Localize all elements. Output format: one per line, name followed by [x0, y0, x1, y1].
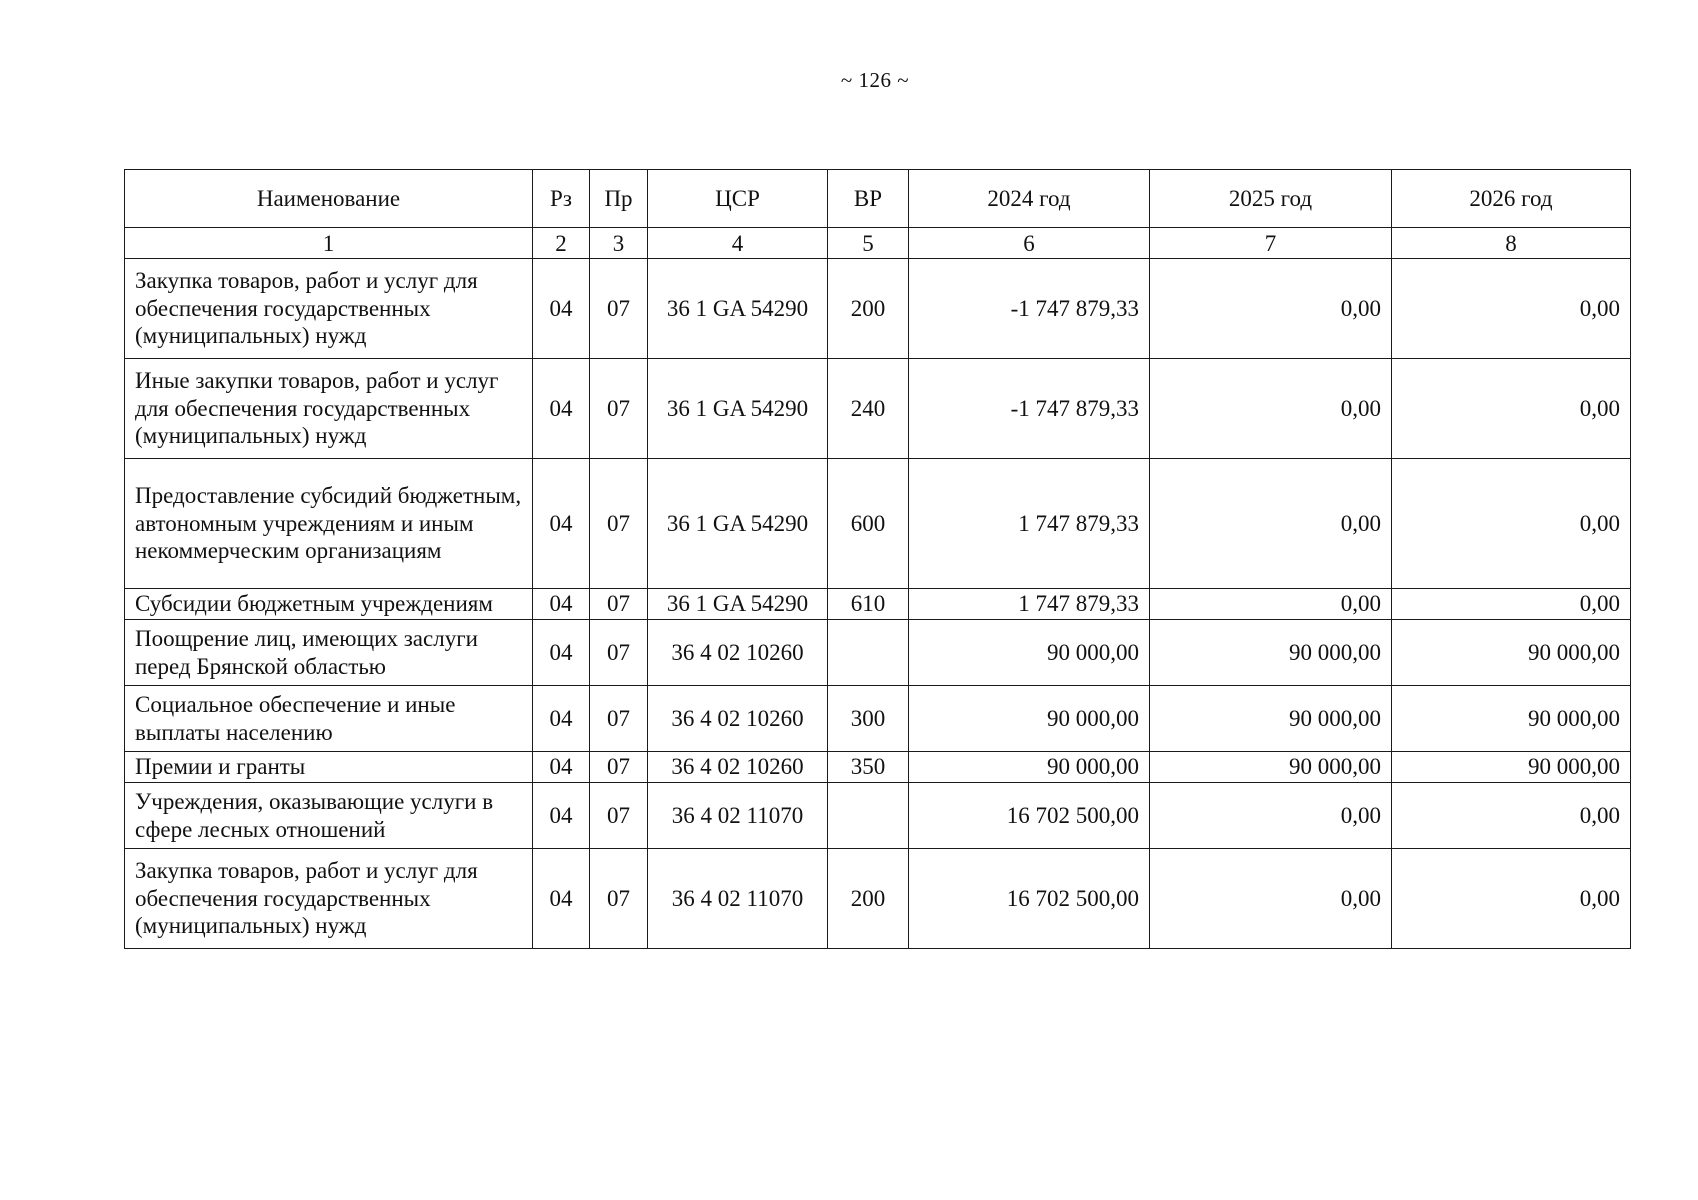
header-name: Наименование	[125, 170, 533, 228]
row-csr: 36 1 GA 54290	[648, 259, 828, 359]
row-rz: 04	[533, 459, 590, 589]
row-2024: -1 747 879,33	[909, 259, 1150, 359]
row-vr: 300	[828, 686, 909, 752]
header-pr: Пр	[590, 170, 648, 228]
row-name: Учреждения, оказывающие услуги в сфере лесных отношений	[125, 783, 533, 849]
row-pr: 07	[590, 589, 648, 620]
table-row	[125, 752, 1631, 783]
row-rz: 04	[533, 686, 590, 752]
row-2025: 90 000,00	[1150, 620, 1392, 686]
row-vr: 240	[828, 359, 909, 459]
column-number: 4	[648, 228, 828, 259]
row-name: Закупка товаров, работ и услуг для обеспечения государственных (муниципальных) нужд	[125, 849, 533, 949]
row-pr: 07	[590, 459, 648, 589]
table-row	[125, 686, 1631, 752]
row-csr: 36 4 02 10260	[648, 752, 828, 783]
row-2026: 0,00	[1392, 259, 1631, 359]
column-number-row	[125, 228, 1631, 259]
row-2025: 90 000,00	[1150, 686, 1392, 752]
row-2024: -1 747 879,33	[909, 359, 1150, 459]
row-vr: 600	[828, 459, 909, 589]
row-vr	[828, 620, 909, 686]
budget-table	[124, 169, 1631, 949]
header-vr: ВР	[828, 170, 909, 228]
row-rz: 04	[533, 359, 590, 459]
table-row	[125, 849, 1631, 949]
header-2024: 2024 год	[909, 170, 1150, 228]
row-2026: 0,00	[1392, 459, 1631, 589]
row-rz: 04	[533, 783, 590, 849]
page-number: ~ 126 ~	[840, 68, 910, 92]
row-2024: 16 702 500,00	[909, 783, 1150, 849]
table-row	[125, 259, 1631, 359]
row-vr	[828, 783, 909, 849]
row-pr: 07	[590, 359, 648, 459]
row-name: Закупка товаров, работ и услуг для обеспечения государственных (муниципальных) нужд	[125, 259, 533, 359]
row-csr: 36 4 02 10260	[648, 686, 828, 752]
column-number: 5	[828, 228, 909, 259]
row-csr: 36 1 GA 54290	[648, 459, 828, 589]
row-2026: 0,00	[1392, 359, 1631, 459]
row-2025: 0,00	[1150, 589, 1392, 620]
row-pr: 07	[590, 752, 648, 783]
row-2026: 0,00	[1392, 589, 1631, 620]
row-csr: 36 4 02 11070	[648, 849, 828, 949]
row-rz: 04	[533, 620, 590, 686]
row-2026: 90 000,00	[1392, 686, 1631, 752]
column-number: 3	[590, 228, 648, 259]
row-2024: 16 702 500,00	[909, 849, 1150, 949]
column-number: 6	[909, 228, 1150, 259]
column-number: 2	[533, 228, 590, 259]
row-2025: 0,00	[1150, 849, 1392, 949]
row-2026: 90 000,00	[1392, 620, 1631, 686]
row-csr: 36 4 02 11070	[648, 783, 828, 849]
table-row	[125, 459, 1631, 589]
row-2025: 0,00	[1150, 259, 1392, 359]
row-vr: 200	[828, 259, 909, 359]
row-name: Премии и гранты	[125, 752, 533, 783]
header-2026: 2026 год	[1392, 170, 1631, 228]
row-pr: 07	[590, 849, 648, 949]
row-2026: 90 000,00	[1392, 752, 1631, 783]
row-2025: 90 000,00	[1150, 752, 1392, 783]
row-2026: 0,00	[1392, 783, 1631, 849]
row-2025: 0,00	[1150, 783, 1392, 849]
table-row	[125, 783, 1631, 849]
row-rz: 04	[533, 752, 590, 783]
row-name: Субсидии бюджетным учреждениям	[125, 589, 533, 620]
header-csr: ЦСР	[648, 170, 828, 228]
row-pr: 07	[590, 686, 648, 752]
row-name: Иные закупки товаров, работ и услуг для обеспечения государственных (муниципальных) нужд	[125, 359, 533, 459]
row-2025: 0,00	[1150, 359, 1392, 459]
row-rz: 04	[533, 259, 590, 359]
row-rz: 04	[533, 589, 590, 620]
row-2024: 90 000,00	[909, 686, 1150, 752]
row-2024: 90 000,00	[909, 620, 1150, 686]
row-2024: 1 747 879,33	[909, 589, 1150, 620]
header-rz: Рз	[533, 170, 590, 228]
row-rz: 04	[533, 849, 590, 949]
table-row	[125, 620, 1631, 686]
row-name: Социальное обеспечение и иные выплаты населению	[125, 686, 533, 752]
column-number: 1	[125, 228, 533, 259]
table-row	[125, 359, 1631, 459]
row-vr: 350	[828, 752, 909, 783]
row-pr: 07	[590, 259, 648, 359]
row-csr: 36 1 GA 54290	[648, 589, 828, 620]
row-name: Поощрение лиц, имеющих заслуги перед Брянской областью	[125, 620, 533, 686]
table-row	[125, 589, 1631, 620]
row-vr: 610	[828, 589, 909, 620]
row-csr: 36 1 GA 54290	[648, 359, 828, 459]
column-number: 7	[1150, 228, 1392, 259]
header-2025: 2025 год	[1150, 170, 1392, 228]
row-pr: 07	[590, 783, 648, 849]
row-2024: 1 747 879,33	[909, 459, 1150, 589]
row-2024: 90 000,00	[909, 752, 1150, 783]
row-csr: 36 4 02 10260	[648, 620, 828, 686]
row-2025: 0,00	[1150, 459, 1392, 589]
header-row	[125, 170, 1631, 228]
row-pr: 07	[590, 620, 648, 686]
row-2026: 0,00	[1392, 849, 1631, 949]
row-vr: 200	[828, 849, 909, 949]
row-name: Предоставление субсидий бюджетным, автономным учреждениям и иным некоммерческим организациям	[125, 459, 533, 589]
column-number: 8	[1392, 228, 1631, 259]
